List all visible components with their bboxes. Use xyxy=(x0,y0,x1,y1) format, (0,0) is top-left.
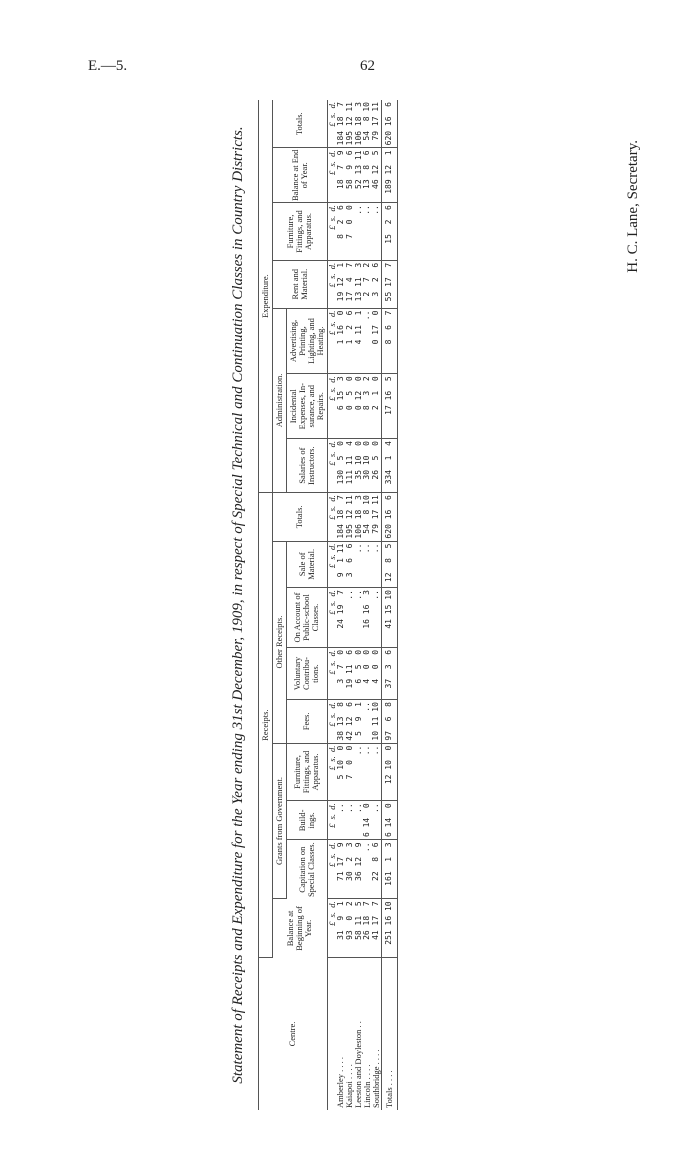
amount-cell: .. xyxy=(336,801,345,840)
col-rent-header: Rent and Material. xyxy=(272,260,327,308)
amount-cell: 4 0 0 xyxy=(372,647,381,699)
amount-cell: 30 10 0 xyxy=(363,439,372,493)
total-cell: 620 16 6 xyxy=(382,100,398,148)
amount-cell: 54 8 10 xyxy=(363,493,372,541)
amount-cell: 106 18 3 xyxy=(354,493,363,541)
amount-cell: 8 3 2 xyxy=(363,374,372,439)
page-number: 62 xyxy=(360,58,375,74)
page-code: E.—5. xyxy=(88,58,128,74)
totals-row xyxy=(382,100,398,1110)
administration-group-header: Administration. xyxy=(272,308,286,493)
amount-cell: 0 5 0 xyxy=(345,374,354,439)
leader-dots: . . xyxy=(353,1021,364,1028)
unit-label: £ s. d. xyxy=(327,260,336,308)
amount-cell: .. xyxy=(363,743,372,801)
centre-name: Leeston and Doyleston xyxy=(353,1029,364,1108)
statement-table xyxy=(258,100,398,1110)
total-cell: 334 1 4 xyxy=(382,439,398,493)
amount-cell: 24 19 7 xyxy=(336,588,345,648)
unit-label: £ s. d. xyxy=(327,647,336,699)
unit-label: £ s. d. xyxy=(327,100,336,148)
amount-cell: 13 8 6 xyxy=(363,148,372,203)
rotated-statement xyxy=(230,100,660,1110)
amount-cell: 5 9 1 xyxy=(354,700,363,744)
col-capitation-header: Capitation on Special Classes. xyxy=(286,840,327,899)
amount-cell: 111 11 4 xyxy=(345,439,354,493)
amount-cell: 1 16 0 xyxy=(336,308,345,374)
amount-cell: 71 17 9 xyxy=(336,840,345,899)
amount-cell: 6 5 0 xyxy=(354,647,363,699)
leader-dots: . . . . xyxy=(362,1064,373,1080)
amount-cell: 5 10 0 xyxy=(336,743,345,801)
totals-label: Totals xyxy=(384,1087,395,1108)
amount-cell: 26 5 0 xyxy=(372,439,381,493)
amount-cell: 0 17 0 xyxy=(372,308,381,374)
amount-cell: 4 0 0 xyxy=(363,647,372,699)
amount-cell: 3 2 6 xyxy=(372,260,381,308)
leader-dots: . . . . xyxy=(384,1070,395,1086)
statement-table-wrap xyxy=(258,100,398,1110)
amount-cell: 38 13 8 xyxy=(336,700,345,744)
unit-label: £ s. d. xyxy=(327,308,336,374)
centre-name: Kaiapoi xyxy=(344,1081,355,1108)
total-cell: 15 2 6 xyxy=(382,203,398,261)
amount-cell: .. xyxy=(372,203,381,261)
amount-cell: 4 11 1 xyxy=(354,308,363,374)
col-salaries-header: Salaries of Instructors. xyxy=(286,439,327,493)
col-receipts-totals-header: Totals. xyxy=(272,493,327,541)
unit-label: £ s. d. xyxy=(327,899,336,958)
secretary-signature: H. C. Lane, Secretary. xyxy=(625,140,641,273)
amount-cell: .. xyxy=(345,801,354,840)
amount-cell: 79 17 11 xyxy=(372,100,381,148)
amount-cell: .. xyxy=(372,541,381,588)
amount-cell: 3 6 6 xyxy=(345,541,354,588)
col-advertising-header: Advertising, Printing, Lighting, and Heating. xyxy=(286,308,327,374)
centre-cell xyxy=(372,958,381,1111)
amount-cell: .. xyxy=(354,203,363,261)
amount-cell: 19 11 6 xyxy=(345,647,354,699)
total-cell: 41 15 10 xyxy=(382,588,398,648)
unit-label: £ s. d. xyxy=(327,743,336,801)
amount-cell: 8 2 6 xyxy=(336,203,345,261)
amount-cell: 42 12 6 xyxy=(345,700,354,744)
amount-cell: 17 4 7 xyxy=(345,260,354,308)
unit-label: £ s. d. xyxy=(327,493,336,541)
amount-cell: 106 18 3 xyxy=(354,100,363,148)
amount-cell: 54 8 10 xyxy=(363,100,372,148)
total-cell: 12 10 0 xyxy=(382,743,398,801)
grants-group-header: Grants from Government. xyxy=(272,743,286,899)
centre-name: Amberley xyxy=(335,1074,346,1108)
amount-cell: 79 17 11 xyxy=(372,493,381,541)
total-cell: 97 6 8 xyxy=(382,700,398,744)
col-balance-end-header: Balance at End of Year. xyxy=(272,148,327,203)
unit-label: £ s. d. xyxy=(327,700,336,744)
amount-cell: .. xyxy=(363,308,372,374)
amount-cell: 58 11 5 xyxy=(354,899,363,958)
amount-cell: 19 12 1 xyxy=(336,260,345,308)
amount-cell: 16 16 3 xyxy=(363,588,372,648)
leader-dots: . . . . xyxy=(344,1064,355,1079)
amount-cell: 7 0 0 xyxy=(345,743,354,801)
amount-cell: 26 18 7 xyxy=(363,899,372,958)
col-public-school-header: On Account of Public-school Classes. xyxy=(286,588,327,648)
unit-label: £ s. d. xyxy=(327,148,336,203)
leader-dots: . . . . xyxy=(371,1049,382,1065)
amount-cell: 0 12 0 xyxy=(354,374,363,439)
amount-cell: 18 7 9 xyxy=(336,148,345,203)
col-fees-header: Fees. xyxy=(286,700,327,744)
amount-cell: .. xyxy=(363,700,372,744)
unit-label: £ s. d. xyxy=(327,439,336,493)
amount-cell: .. xyxy=(345,588,354,648)
amount-cell: 9 1 11 xyxy=(336,541,345,588)
unit-label: £ s. d. xyxy=(327,588,336,648)
col-expenditure-totals-header: Totals. xyxy=(272,100,327,148)
amount-cell: 2 1 0 xyxy=(372,374,381,439)
amount-cell: 6 15 3 xyxy=(336,374,345,439)
amount-cell: 184 18 7 xyxy=(336,493,345,541)
leader-dots: . . . . xyxy=(335,1057,346,1072)
amount-cell: .. xyxy=(372,743,381,801)
unit-label: £ s. d. xyxy=(327,840,336,899)
col-centre-header: Centre. xyxy=(259,958,328,1111)
amount-cell: 93 0 2 xyxy=(345,899,354,958)
total-cell: 17 16 5 xyxy=(382,374,398,439)
amount-cell: .. xyxy=(363,840,372,899)
total-cell: 620 16 6 xyxy=(382,493,398,541)
col-buildings-header: Build-ings. xyxy=(286,801,327,840)
unit-label: £ s. d. xyxy=(327,203,336,261)
table-row xyxy=(345,100,354,1110)
amount-cell: 52 13 11 xyxy=(354,148,363,203)
amount-cell: 6 14 0 xyxy=(363,801,372,840)
unit-label: £ s. d. xyxy=(327,541,336,588)
amount-cell: 2 7 2 xyxy=(363,260,372,308)
table-row xyxy=(336,100,345,1110)
amount-cell: .. xyxy=(354,541,363,588)
amount-cell: 22 8 6 xyxy=(372,840,381,899)
total-cell: 251 16 10 xyxy=(382,899,398,958)
amount-cell: .. xyxy=(372,801,381,840)
expenditure-group-header: Expenditure. xyxy=(259,100,273,493)
amount-cell: 10 11 10 xyxy=(372,700,381,744)
amount-cell: 7 0 0 xyxy=(345,203,354,261)
amount-cell: 31 9 1 xyxy=(336,899,345,958)
col-voluntary-header: Voluntary Contribu-tions. xyxy=(286,647,327,699)
amount-cell: 13 11 3 xyxy=(354,260,363,308)
receipts-group-header: Receipts. xyxy=(259,493,273,958)
col-furniture-exp-header: Furniture, Fittings, and Apparatus. xyxy=(272,203,327,261)
centre-name: Southbridge xyxy=(371,1066,382,1108)
amount-cell: 36 12 9 xyxy=(354,840,363,899)
col-sale-header: Sale of Material. xyxy=(286,541,327,588)
amount-cell: .. xyxy=(363,541,372,588)
unit-label: £ s. d. xyxy=(327,801,336,840)
other-receipts-group-header: Other Receipts. xyxy=(272,541,286,743)
amount-cell: 1 2 6 xyxy=(345,308,354,374)
amount-cell: 3 7 0 xyxy=(336,647,345,699)
table-row xyxy=(372,100,381,1110)
amount-cell: 184 18 7 xyxy=(336,100,345,148)
col-balance-start-header: Balance at Beginning of Year. xyxy=(272,899,327,958)
amount-cell: .. xyxy=(354,801,363,840)
unit-label: £ s. d. xyxy=(327,374,336,439)
amount-cell: 195 12 11 xyxy=(345,493,354,541)
total-cell: 6 14 0 xyxy=(382,801,398,840)
amount-cell: .. xyxy=(354,588,363,648)
total-cell: 8 6 7 xyxy=(382,308,398,374)
amount-cell: 195 12 11 xyxy=(345,100,354,148)
col-incidental-header: Incidental Expenses, In-surance, and Repairs. xyxy=(286,374,327,439)
amount-cell: .. xyxy=(363,203,372,261)
centre-name: Lincoln xyxy=(362,1081,373,1108)
col-furniture-rec-header: Furniture, Fittings, and Apparatus. xyxy=(286,743,327,801)
total-cell: 37 3 6 xyxy=(382,647,398,699)
statement-title: Statement of Receipts and Expenditure for the Year ending 31st December, 1909, in respect of Special Technical and Continuation Classes in Country Districts. xyxy=(230,126,246,1084)
amount-cell: 46 12 5 xyxy=(372,148,381,203)
amount-cell: 130 5 0 xyxy=(336,439,345,493)
amount-cell: .. xyxy=(372,588,381,648)
amount-cell: 58 9 6 xyxy=(345,148,354,203)
amount-cell: 41 17 7 xyxy=(372,899,381,958)
total-cell: 189 12 1 xyxy=(382,148,398,203)
amount-cell: 35 10 0 xyxy=(354,439,363,493)
amount-cell: 30 2 3 xyxy=(345,840,354,899)
total-cell: 161 1 3 xyxy=(382,840,398,899)
totals-label-cell xyxy=(382,958,398,1111)
amount-cell: .. xyxy=(354,743,363,801)
total-cell: 12 8 5 xyxy=(382,541,398,588)
table-row xyxy=(363,100,372,1110)
total-cell: 55 17 7 xyxy=(382,260,398,308)
